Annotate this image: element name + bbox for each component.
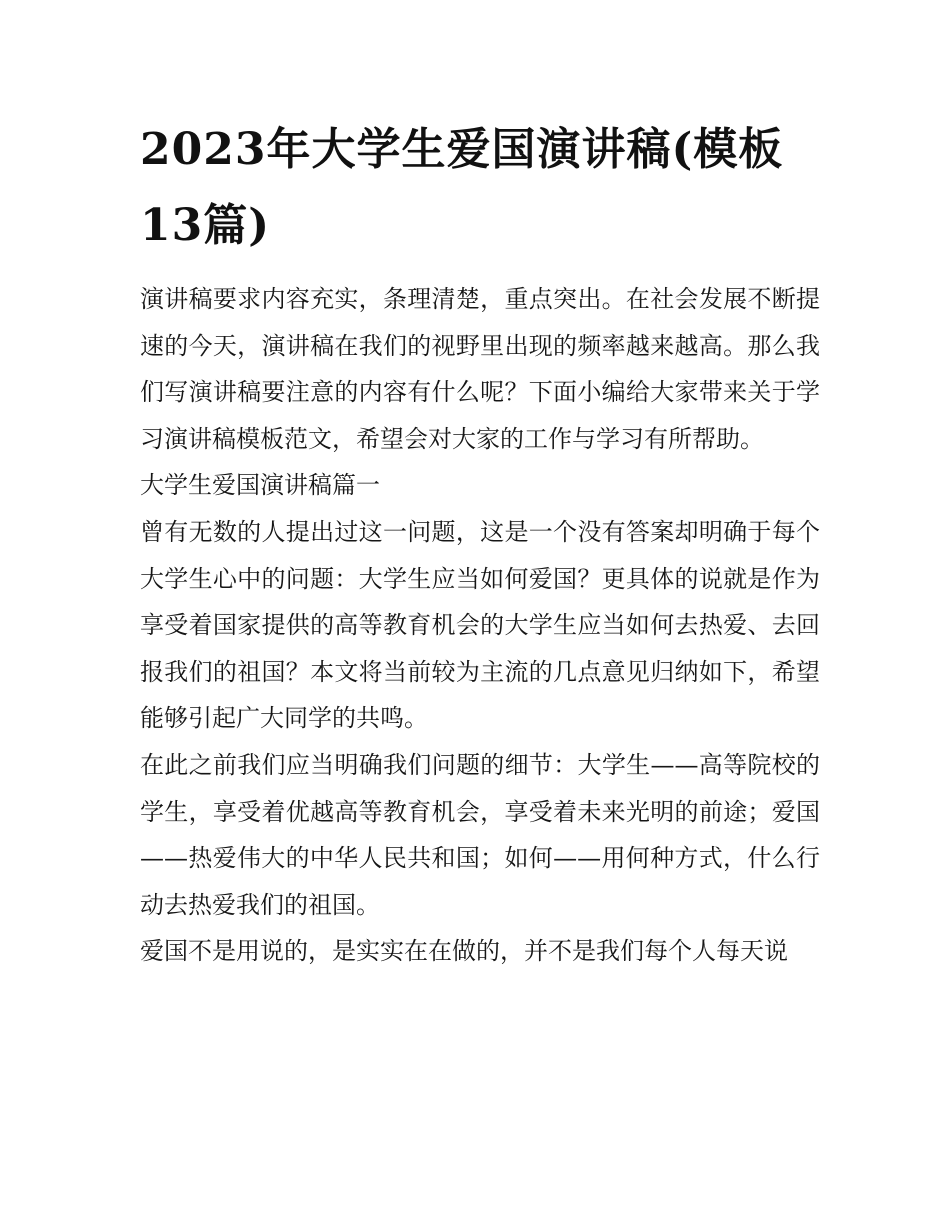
document-title: 2023年大学生爱国演讲稿(模板13篇) — [140, 124, 784, 251]
body-paragraph: 曾有无数的人提出过这一问题，这是一个没有答案却明确于每个大学生心中的问题：大学生应当如何爱国？更具体的说就是作为享受着国家提供的高等教育机会的大学生应当如何去热爱、去回报我们的祖国？本文将当前较为主流的几点意见归纳如下，希望能够引起广大同学的共鸣。 — [140, 517, 820, 733]
intro-paragraph: 演讲稿要求内容充实，条理清楚，重点突出。在社会发展不断提速的今天，演讲稿在我们的视野里出现的频率越来越高。那么我们写演讲稿要注意的内容有什么呢？下面小编给大家带来关于学习演讲稿模板范文，希望会对大家的工作与学习有所帮助。 — [140, 285, 820, 453]
body-paragraph: 爱国不是用说的，是实实在在做的，并不是我们每个人每天说 — [140, 937, 788, 966]
section-heading: 大学生爱国演讲稿篇一 — [140, 471, 380, 500]
document-body — [140, 112, 820, 975]
body-paragraph: 在此之前我们应当明确我们问题的细节：大学生——高等院校的学生，享受着优越高等教育机会，享受着未来光明的前途；爱国——热爱伟大的中华人民共和国；如何——用何种方式，什么行动去热爱我们的祖国。 — [140, 750, 820, 919]
